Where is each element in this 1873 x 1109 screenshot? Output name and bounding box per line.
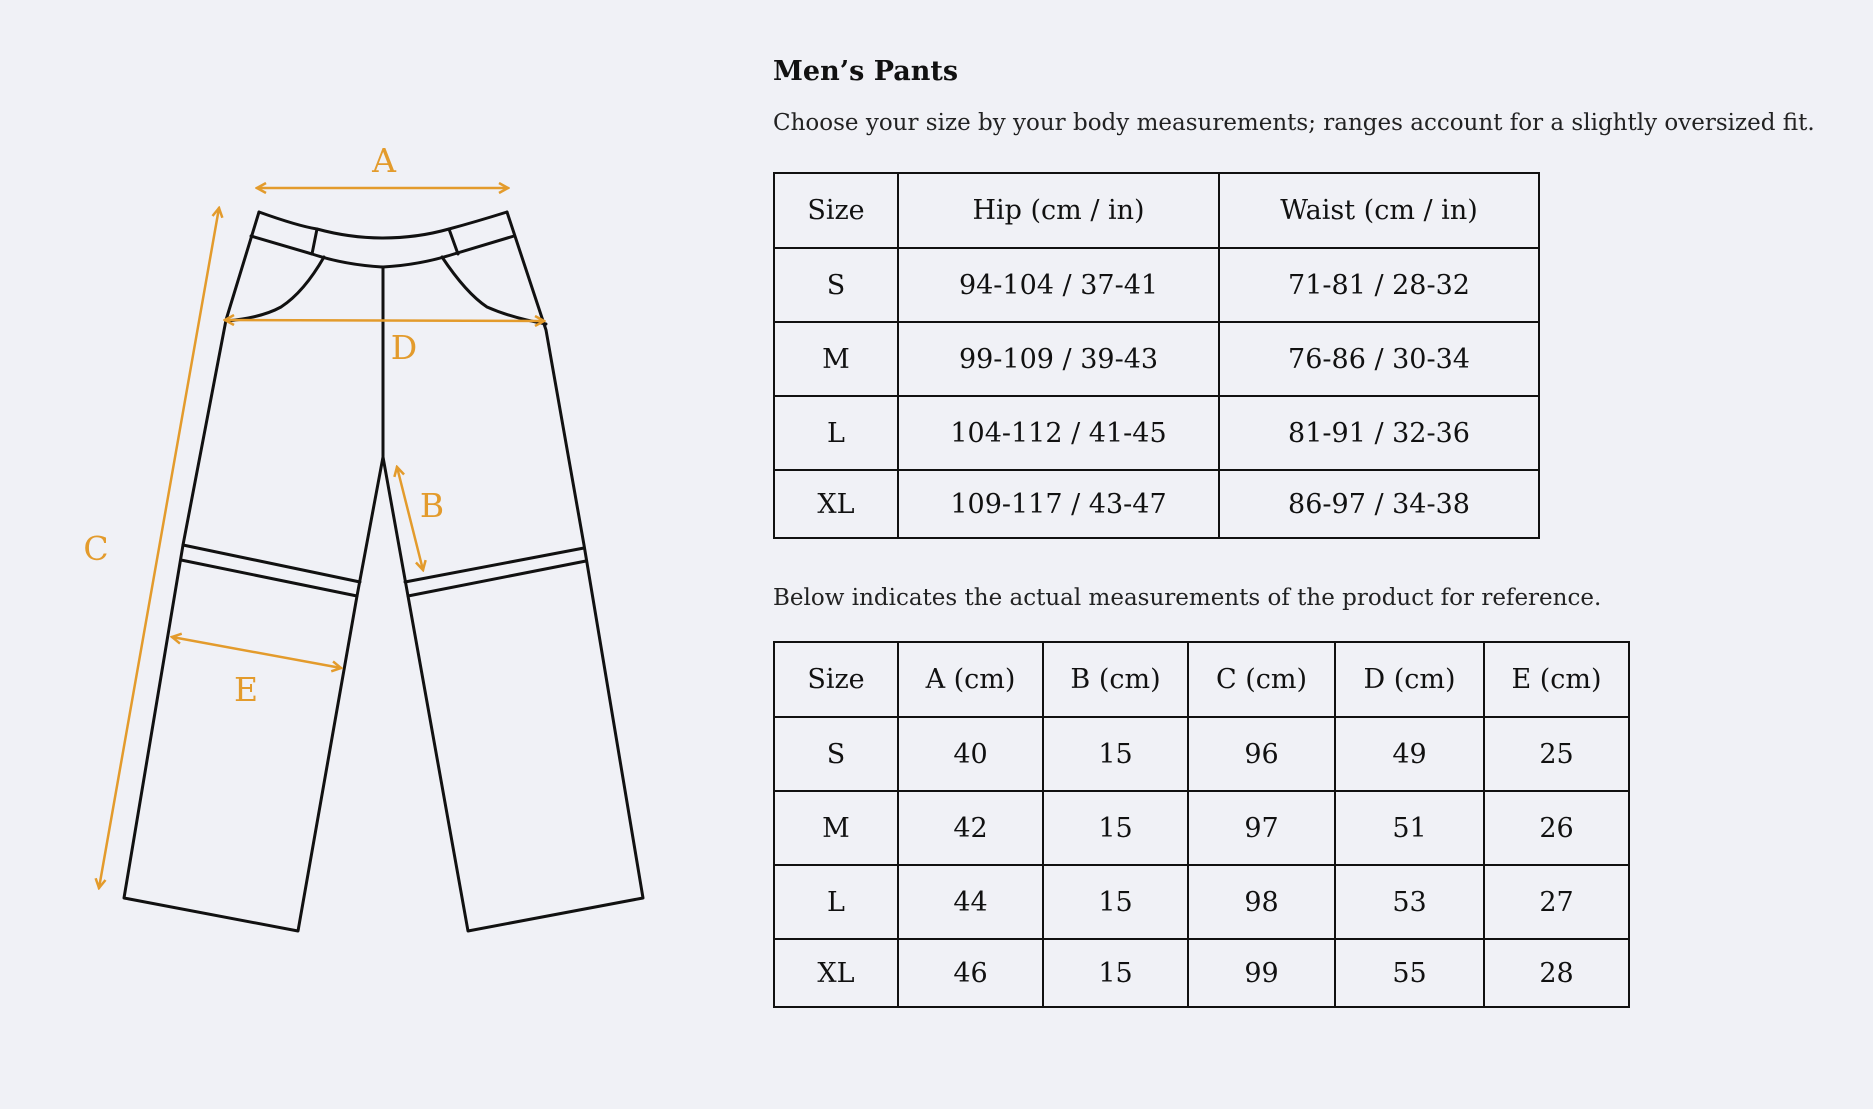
table-row	[774, 939, 1629, 1007]
c-cell: 96	[1188, 717, 1335, 791]
column-header: B (cm)	[1043, 642, 1188, 717]
e-cell: 26	[1484, 791, 1629, 865]
belt-loop-right	[449, 229, 458, 254]
right-pocket	[442, 257, 546, 324]
label-a: A	[372, 141, 396, 180]
a-cell: 46	[898, 939, 1043, 1007]
label-b: B	[419, 486, 445, 525]
waist-cell: 86-97 / 34-38	[1219, 470, 1539, 538]
b-cell: 15	[1043, 717, 1188, 791]
table-row	[774, 791, 1629, 865]
dimension-arrows	[99, 188, 544, 888]
size-cell: L	[774, 865, 898, 939]
pants-diagram	[0, 0, 680, 1000]
label-c: C	[83, 529, 109, 568]
table-header-row	[774, 173, 1539, 248]
right-knee-seam-upper	[405, 548, 584, 582]
e-cell: 28	[1484, 939, 1629, 1007]
e-cell: 27	[1484, 865, 1629, 939]
c-cell: 97	[1188, 791, 1335, 865]
page-title: Men’s Pants	[773, 56, 959, 87]
size-cell: S	[774, 717, 898, 791]
waist-cell: 76-86 / 30-34	[1219, 322, 1539, 396]
product-measurement-table	[773, 641, 1630, 1008]
b-cell: 15	[1043, 939, 1188, 1007]
body-measurement-table	[773, 172, 1540, 539]
e-cell: 25	[1484, 717, 1629, 791]
table-row	[774, 717, 1629, 791]
column-header: D (cm)	[1335, 642, 1484, 717]
size-cell: XL	[774, 939, 898, 1007]
d-cell: 49	[1335, 717, 1484, 791]
dimension-e-arrow	[172, 637, 341, 668]
d-cell: 53	[1335, 865, 1484, 939]
waistband-bottom	[251, 236, 514, 267]
size-cell: M	[774, 791, 898, 865]
b-cell: 15	[1043, 865, 1188, 939]
d-cell: 51	[1335, 791, 1484, 865]
left-pocket	[226, 257, 324, 321]
dimension-labels	[83, 141, 444, 709]
right-knee-seam-lower	[408, 561, 586, 596]
label-d: D	[390, 328, 418, 367]
hip-cell: 99-109 / 39-43	[898, 322, 1219, 396]
waist-cell: 81-91 / 32-36	[1219, 396, 1539, 470]
c-cell: 99	[1188, 939, 1335, 1007]
column-header: A (cm)	[898, 642, 1043, 717]
waist-cell: 71-81 / 28-32	[1219, 248, 1539, 322]
column-header: Size	[774, 173, 898, 248]
table-header-row	[774, 642, 1629, 717]
intro-text: Choose your size by your body measurements; ranges account for a slightly oversized fit.	[773, 110, 1815, 136]
left-knee-seam-upper	[183, 545, 360, 582]
table-row	[774, 396, 1539, 470]
size-cell: XL	[774, 470, 898, 538]
belt-loop-left	[312, 229, 317, 254]
hip-cell: 104-112 / 41-45	[898, 396, 1219, 470]
table-row	[774, 322, 1539, 396]
label-e: E	[233, 670, 259, 709]
waistband-top	[259, 212, 507, 238]
hip-cell: 94-104 / 37-41	[898, 248, 1219, 322]
dimension-d-arrow	[225, 320, 544, 321]
hip-cell: 109-117 / 43-47	[898, 470, 1219, 538]
a-cell: 40	[898, 717, 1043, 791]
column-header: C (cm)	[1188, 642, 1335, 717]
a-cell: 42	[898, 791, 1043, 865]
size-cell: M	[774, 322, 898, 396]
left-knee-seam-lower	[181, 560, 357, 596]
a-cell: 44	[898, 865, 1043, 939]
c-cell: 98	[1188, 865, 1335, 939]
column-header: Size	[774, 642, 898, 717]
size-cell: S	[774, 248, 898, 322]
size-cell: L	[774, 396, 898, 470]
table-row	[774, 248, 1539, 322]
table-row	[774, 470, 1539, 538]
b-cell: 15	[1043, 791, 1188, 865]
column-header: Waist (cm / in)	[1219, 173, 1539, 248]
column-header: E (cm)	[1484, 642, 1629, 717]
d-cell: 55	[1335, 939, 1484, 1007]
table-row	[774, 865, 1629, 939]
reference-note: Below indicates the actual measurements of the product for reference.	[773, 585, 1602, 611]
column-header: Hip (cm / in)	[898, 173, 1219, 248]
